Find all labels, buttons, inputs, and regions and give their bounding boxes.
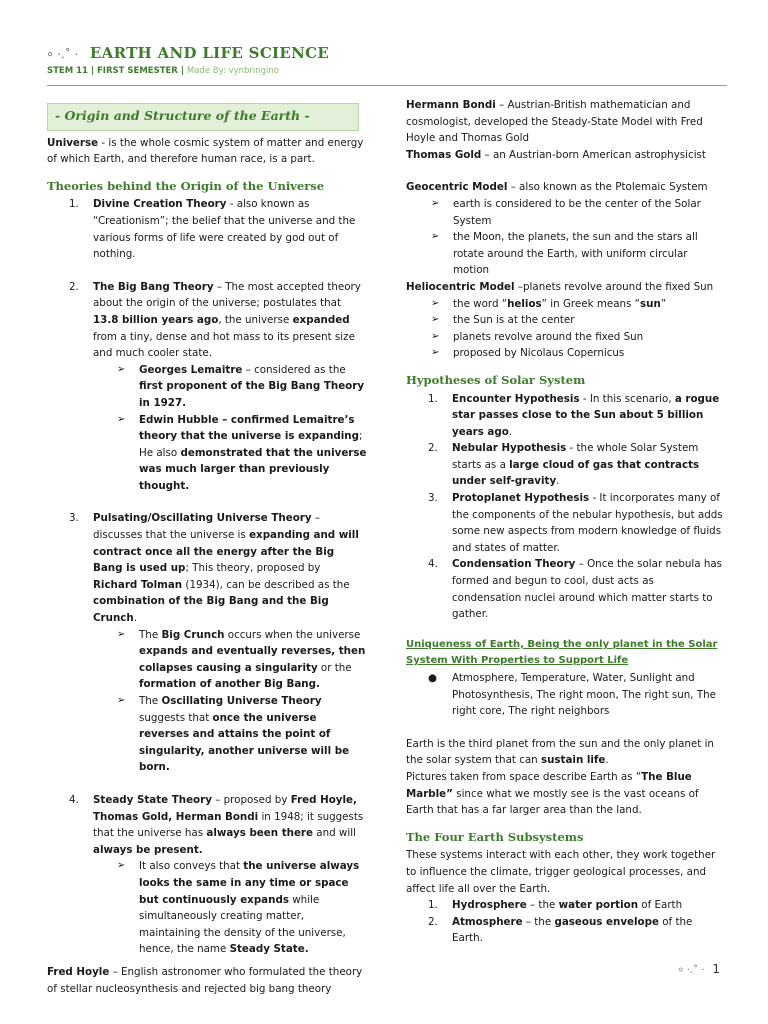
text: always be present. (93, 843, 203, 856)
ornament-icon: ⸰ ·.˚ · (677, 965, 705, 976)
text: Pictures taken from space describe Earth as “ (406, 770, 642, 783)
earth-paragraph (406, 736, 726, 769)
text: It also conveys that (139, 860, 244, 873)
universe-definition (47, 135, 367, 168)
list-item (406, 490, 726, 556)
text: The (139, 628, 162, 641)
term: Nebular Hypothesis (452, 442, 567, 455)
term: Steady State Theory (93, 793, 212, 806)
text: Georges Lemaitre (139, 363, 243, 376)
list-number: 2. (69, 280, 79, 293)
text: Earth is the third planet from the sun and the only planet in the solar system that can (406, 737, 714, 767)
text: ; This theory, proposed by (185, 562, 321, 575)
definition: – also known as the Ptolemaic System (507, 181, 708, 194)
term: Divine Creation Theory (93, 198, 227, 211)
list-number: 2. (428, 915, 438, 928)
text: The (139, 695, 162, 707)
list-number: 3. (69, 512, 79, 525)
bullet-dot-icon: ● (428, 672, 437, 684)
term: Fred Hoyle (47, 965, 110, 978)
left-column (47, 103, 367, 997)
header-divider (47, 85, 727, 86)
text: in 1948; it suggests that the universe has (93, 810, 364, 840)
text: while simultaneously creating matter, maintaining the density of the universe, hence, the name (139, 893, 346, 956)
geocentric-definition (406, 179, 726, 196)
term: Hydrosphere (452, 899, 527, 912)
text: demonstrated that the universe was much larger than previously thought. (139, 446, 367, 492)
term: Geocentric Model (406, 181, 508, 194)
text: suggests that (139, 711, 213, 724)
blue-marble-paragraph (406, 769, 726, 819)
term: Protoplanet Hypothesis (452, 492, 590, 505)
text: combination of the Big Bang and the Big Crunch (93, 595, 329, 625)
text: . (556, 475, 560, 488)
text: expanded (292, 313, 350, 326)
section-title: - Origin and Structure of the Earth - (55, 108, 310, 123)
text: – the (526, 899, 559, 912)
text: expands and eventually reverses, then collapses causing a singularity (139, 645, 366, 674)
document-subtitle (47, 66, 727, 76)
arrow-icon: ➢ (431, 231, 440, 243)
text: large cloud of gas that contracts under self-gravity (452, 458, 700, 488)
sub-bullet (47, 693, 367, 776)
text: . (605, 754, 609, 767)
bullet-text (139, 412, 367, 495)
list-text (452, 440, 726, 490)
term: Thomas Gold (406, 148, 482, 161)
page-footer (678, 962, 720, 976)
text: – Once the solar nebula has formed and begun to cool, dust acts as condensation nuclei around which matter starts to gather. (452, 558, 723, 621)
text: sun (640, 297, 661, 310)
arrow-icon: ➢ (117, 363, 126, 375)
list-number: 3. (428, 492, 438, 505)
text: . (508, 425, 513, 438)
text: formation of another Big Bang. (139, 678, 320, 691)
term: Atmosphere (452, 915, 523, 928)
sub-bullet (406, 229, 726, 279)
bullet-text: the Moon, the planets, the sun and the stars all rotate around the Earth, with uniform circular motion (453, 231, 698, 277)
text: Edwin Hubble – confirmed Lemaitre’s theory that the universe is expanding (139, 413, 359, 443)
text: always been there (206, 827, 313, 840)
subtitle-course: STEM 11 | FIRST SEMESTER | (47, 66, 187, 76)
bullet-text: earth is considered to be the center of the Solar System (453, 197, 701, 227)
text: ” (660, 297, 667, 310)
term: Hermann Bondi (406, 99, 496, 111)
list-text (93, 792, 367, 858)
text: helios (507, 297, 542, 310)
text: Big Crunch (161, 628, 225, 641)
list-number: 4. (69, 793, 79, 806)
ornament-icon: ⸰ ·.˚ · (47, 48, 79, 61)
text: since what we mostly see is the vast oceans of Earth that has a far larger area than the land. (406, 787, 699, 817)
right-column (406, 97, 726, 947)
arrow-icon: ➢ (117, 628, 126, 640)
text: or the (317, 661, 352, 674)
sub-bullet (406, 196, 726, 229)
list-number: 2. (428, 442, 438, 455)
list-text (93, 279, 367, 362)
list-text (93, 196, 367, 262)
bullet-text (453, 296, 666, 313)
arrow-icon: ➢ (117, 695, 126, 706)
list-item (406, 391, 726, 441)
term: Encounter Hypothesis (452, 392, 580, 405)
bullet-text (139, 362, 367, 412)
list-number: 1. (69, 198, 79, 211)
bullet-text: Atmosphere, Temperature, Water, Sunlight and Photosynthesis, The right moon, The right sun, The right core, The right neighbors (452, 672, 716, 718)
sub-bullet (406, 345, 726, 362)
bullet-text (139, 858, 367, 958)
text: water portion (558, 899, 639, 912)
term: Universe (47, 136, 99, 149)
arrow-icon: ➢ (117, 860, 126, 872)
theories-heading: Theories behind the Origin of the Universe (47, 178, 325, 193)
text: sustain life (540, 754, 606, 767)
arrow-icon: ➢ (431, 297, 440, 309)
text: . (133, 612, 138, 625)
bondi-definition (406, 97, 726, 147)
sub-bullet (47, 858, 367, 958)
page-header (47, 44, 727, 76)
text: ; He also (139, 430, 363, 459)
bullet-text: planets revolve around the fixed Sun (453, 330, 644, 343)
list-text (452, 391, 726, 441)
text: - the whole Solar System starts as a (452, 442, 699, 471)
text: 13.8 billion years ago (93, 313, 219, 326)
arrow-icon: ➢ (431, 314, 440, 326)
text: occurs when the universe (224, 628, 361, 641)
list-item (406, 914, 726, 947)
list-number: 1. (428, 899, 438, 912)
sub-bullet (406, 329, 726, 346)
section-title-box (47, 103, 359, 131)
arrow-icon: ➢ (117, 413, 126, 425)
text: expanding and will contract once all the energy after the Big Bang is used up (93, 529, 359, 575)
title-text: EARTH AND LIFE SCIENCE (89, 44, 330, 62)
text: of the Earth. (452, 915, 693, 945)
text: ” in Greek means “ (541, 297, 641, 310)
text: Fred Hoyle, Thomas Gold, Herman Bondi (93, 793, 357, 823)
text: – The most accepted theory about the origin of the universe; postulates that (93, 280, 361, 310)
uniqueness-heading: Uniqueness of Earth, Being the only planet in the Solar System With Properties to Support Life (406, 638, 718, 667)
list-item (47, 279, 367, 362)
text: – proposed by (211, 793, 291, 806)
bullet-text: the Sun is at the center (453, 314, 575, 327)
list-text (452, 914, 726, 947)
definition: – an Austrian-born American astrophysicist (481, 148, 706, 161)
sub-bullet (406, 312, 726, 329)
text: first proponent of the Big Bang Theory in 1927. (139, 380, 365, 409)
subsystems-definition: These systems interact with each other, they work together to influence the climate, trigger geological processes, and affect life all over the Earth. (406, 849, 716, 895)
gold-definition (406, 147, 726, 164)
term: Pulsating/Oscillating Universe Theory (93, 512, 312, 525)
list-item (47, 510, 367, 626)
term: The Big Bang Theory (93, 280, 214, 293)
list-text (452, 490, 726, 556)
text: and will (313, 827, 356, 840)
text: – considered as the (242, 363, 346, 376)
sub-bullet (47, 412, 367, 495)
text: - It incorporates many of the components of the nebular hypothesis, but adds some new aspects from modern knowledge of fluids and states of matter. (452, 492, 723, 554)
list-item (406, 440, 726, 490)
text: – discusses that the universe is (93, 512, 320, 542)
term: Condensation Theory (452, 558, 576, 571)
text: - In this scenario, (579, 392, 675, 405)
list-item (47, 196, 367, 262)
subsystems-heading: The Four Earth Subsystems (406, 829, 584, 844)
text: (1934), can be described as the (182, 578, 350, 591)
fred-hoyle-definition (47, 964, 367, 997)
list-text (452, 556, 726, 622)
text: from a tiny, dense and hot mass to its present size and much cooler state. (93, 330, 355, 360)
text: of Earth (638, 899, 683, 912)
list-item (406, 556, 726, 622)
list-item (406, 897, 726, 914)
document-title (47, 44, 727, 62)
hypotheses-heading: Hypotheses of Solar System (406, 372, 586, 387)
text: the universe always looks the same in any time or space but continuously expands (139, 860, 360, 906)
sub-bullet (47, 362, 367, 412)
heliocentric-definition (406, 279, 726, 296)
definition: - also known as “Creationism”; the belief that the universe and the various forms of life were created by god out of nothing. (93, 198, 356, 261)
bullet-text: proposed by Nicolaus Copernicus (453, 347, 625, 360)
bullet-text (139, 627, 367, 693)
arrow-icon: ➢ (431, 347, 440, 359)
definition: – English astronomer who formulated the theory of stellar nucleosynthesis and rejected big bang theory (47, 965, 363, 995)
text: , the universe (218, 313, 293, 326)
text: the word “ (453, 297, 508, 310)
definition: –planets revolve around the fixed Sun (514, 280, 714, 293)
page-number: 1 (712, 962, 720, 976)
list-number: 1. (428, 392, 438, 405)
list-number: 4. (428, 558, 438, 571)
sub-bullet (47, 627, 367, 693)
text: gaseous envelope (554, 915, 659, 928)
term: Heliocentric Model (406, 280, 515, 293)
arrow-icon: ➢ (431, 197, 440, 209)
arrow-icon: ➢ (431, 330, 440, 342)
list-text (93, 510, 367, 626)
text: Oscillating Universe Theory (161, 695, 322, 707)
subtitle-author: Made By: vynbringino (186, 66, 280, 76)
text: a rogue star passes close to the Sun about 5 billion years ago (452, 392, 720, 438)
bullet-item (406, 670, 726, 720)
text: Steady State. (229, 943, 309, 956)
sub-bullet (406, 296, 726, 313)
list-text (452, 897, 726, 914)
text: Richard Tolman (93, 578, 183, 591)
list-item (47, 792, 367, 858)
text: – the (522, 915, 555, 928)
definition: – Austrian-British mathematician and cosmologist, developed the Steady-State Model with Fred Hoyle and Thomas Gold (406, 99, 703, 145)
bullet-text (139, 693, 367, 776)
text: once the universe reverses and attains the point of singularity, another universe will be born. (139, 711, 350, 774)
text: The Blue Marble” (406, 770, 692, 800)
definition: - is the whole cosmic system of matter and energy of which Earth, and therefore human race, is a part. (47, 136, 364, 166)
